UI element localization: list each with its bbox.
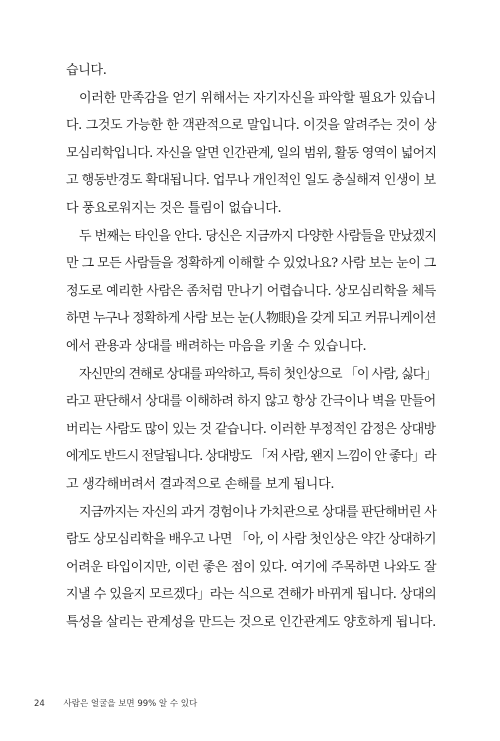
text-line: 다. 그것도 가능한 한 객관적으로 말입니다. 이것을 알려주는 것이 상	[66, 118, 437, 134]
text-line: 자신만의 견해로 상대를 파악하고, 특히 첫인상으로 「이 사람, 싫다」	[79, 366, 437, 382]
text-line: 두 번째는 타인을 안다. 당신은 지금까지 다양한 사람들을 만났겠지	[79, 228, 437, 244]
text-line: 에게도 반드시 전달됩니다. 상대방도 「저 사람, 왠지 느낌이 안 좋다」라	[66, 449, 436, 465]
text-line: 정도로 예리한 사람은 좀처럼 만나기 어렵습니다. 상모심리학을 체득	[66, 283, 436, 299]
text-line: 라고 판단해서 상대를 이해하려 하지 않고 항상 간극이나 벽을 만들어	[66, 394, 436, 410]
text-line: 지금까지는 자신의 과거 경험이나 가치관으로 상대를 판단해버린 사	[79, 504, 437, 520]
text-line: 이러한 만족감을 얻기 위해서는 자기자신을 파악할 필요가 있습니	[79, 90, 436, 106]
text-line: 하면 누구나 정확하게 사람 보는 눈(人物眼)을 갖게 되고 커뮤니케이션	[66, 311, 436, 327]
text-line: 모심리학입니다. 자신을 알면 인간관계, 일의 범위, 활동 영역이 넓어지	[66, 145, 437, 161]
text-line: 에서 관용과 상대를 배려하는 마음을 키울 수 있습니다.	[66, 339, 367, 354]
text-line: 버리는 사람도 많이 있는 것 같습니다. 이러한 부정적인 감정은 상대방	[66, 421, 436, 437]
page-footer	[34, 697, 197, 709]
text-line: 람도 상모심리학을 배우고 나면 「아, 이 사람 첫인상은 약간 상대하기	[66, 532, 436, 548]
text-line: 어려운 타입이지만, 이런 좋은 점이 있다. 여기에 주목하면 나와도 잘	[66, 559, 437, 575]
text-line: 다 풍요로워지는 것은 틀림이 없습니다.	[66, 201, 282, 216]
text-line: 만 그 모든 사람들을 정확하게 이해할 수 있었나요? 사람 보는 눈이 그	[66, 256, 436, 272]
page-number: 24	[34, 699, 45, 709]
text-line: 고 생각해버려서 결과적으로 손해를 보게 됩니다.	[66, 477, 335, 492]
text-line: 지낼 수 있을지 모르겠다」라는 식으로 견해가 바뀌게 됩니다. 상대의	[66, 587, 437, 603]
running-title: 사람은 얼굴을 보면 99% 알 수 있다	[63, 699, 198, 709]
text-line: 습니다.	[66, 63, 107, 78]
text-line: 고 행동반경도 확대됩니다. 업무나 개인적인 일도 충실해져 인생이 보	[66, 173, 436, 189]
text-line: 특성을 살리는 관계성을 만드는 것으로 인간관계도 양호하게 됩니다.	[66, 615, 436, 630]
